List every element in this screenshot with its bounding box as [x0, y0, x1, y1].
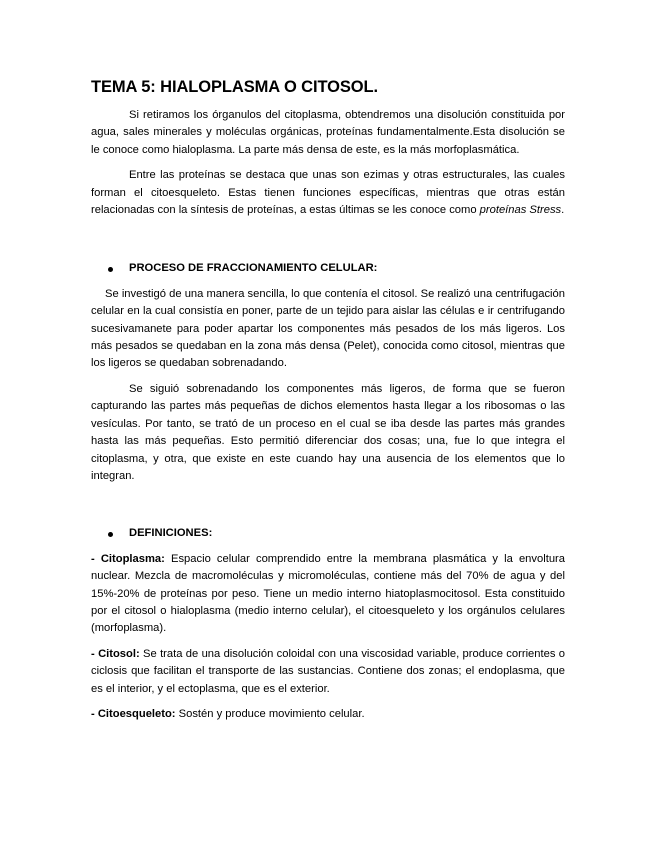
section-spacer [91, 227, 565, 260]
definition-citoplasma [91, 551, 565, 638]
definition-citosol [91, 646, 565, 698]
definition-text: Se trata de una disolución coloidal con una viscosidad variable, produce corrientes o ciclosis que facilitan el transporte de las sustancias. Contiene dos zonas; el endoplasma, que es el interior, y el ectoplasma, que es el exterior. [91, 647, 565, 695]
fraccionamiento-paragraph-2: Se siguió sobrenadando los componentes más ligeros, de forma que se fueron capturando las partes más pequeñas de dichos elementos hasta llegar a los ribosomas o las vesículas. Por tanto, se trató de un proceso en el cual se iba desde las partes más grandes hasta las más pequeñas. Esto permitió diferenciar dos cosas; una, fue lo que integra el citoplasma, y otra, que existe en este cuando hay una ausencia de los elementos que lo integran. [91, 382, 565, 482]
definition-text: Sostén y produce movimiento celular. [175, 707, 365, 720]
intro-paragraph-2-end: . [561, 204, 565, 217]
section-heading-label: DEFINICIONES: [129, 527, 213, 540]
document-page [91, 78, 565, 731]
section-heading-fraccionamiento [91, 260, 565, 277]
definition-term: - Citoesqueleto: [91, 707, 176, 720]
definition-term: - Citosol: [91, 647, 140, 660]
bullet-icon [108, 532, 113, 537]
intro-paragraph-2 [91, 167, 565, 219]
intro-paragraph-2-text: Entre las proteínas se destaca que unas son ezimas y otras estructurales, las cuales forman el citoesqueleto. Estas tienen funciones específicas, mientras que otras están relacionadas con la síntesis de proteínas, a estas últimas se les conoce como [91, 169, 565, 217]
definition-citoesqueleto [91, 706, 565, 723]
page-title: TEMA 5: HIALOPLASMA O CITOSOL. [91, 78, 378, 96]
proteinas-stress-term: proteínas Stress [479, 204, 562, 217]
fraccionamiento-paragraph-1: Se investigó de una manera sencilla, lo que contenía el citosol. Se realizó una centrifugación celular en la cual consistía en poner, parte de un tejido para aislar las células e ir centrifugando sucesivamanete para poder apartar los componentes más pesados de los más ligeros. Los más pesados se quedaban en la zona más densa (Pelet), conocida como citosol, mientras que los ligeros se quedaban sobrenadando. [91, 287, 565, 370]
definition-text: Espacio celular comprendido entre la membrana plasmática y la envoltura nuclear. Mezcla de macromoléculas y micromoléculas, contiene más del 70% de agua y del 15%-20% de proteínas por peso. Tiene un medio interno hiatoplasmocitosol. Esta constituido por el citosol o hialoplasma (medio interno celular), el citoesqueleto y los orgánulos celulares (morfoplasma). [91, 552, 565, 635]
intro-paragraph-1: Si retiramos los órganulos del citoplasma, obtendremos una disolución constituida por agua, sales minerales y moléculas orgánicas, proteínas fundamentalmente.Esta disolución se le conoce como hialoplasma. La parte más densa de este, es la más morfoplasmática. [91, 109, 565, 156]
definition-term: - Citoplasma: [91, 552, 165, 565]
bullet-icon [108, 267, 113, 272]
section-heading-label: PROCESO DE FRACCIONAMIENTO CELULAR: [129, 262, 378, 275]
section-spacer [91, 493, 565, 525]
section-heading-definiciones [91, 525, 565, 542]
